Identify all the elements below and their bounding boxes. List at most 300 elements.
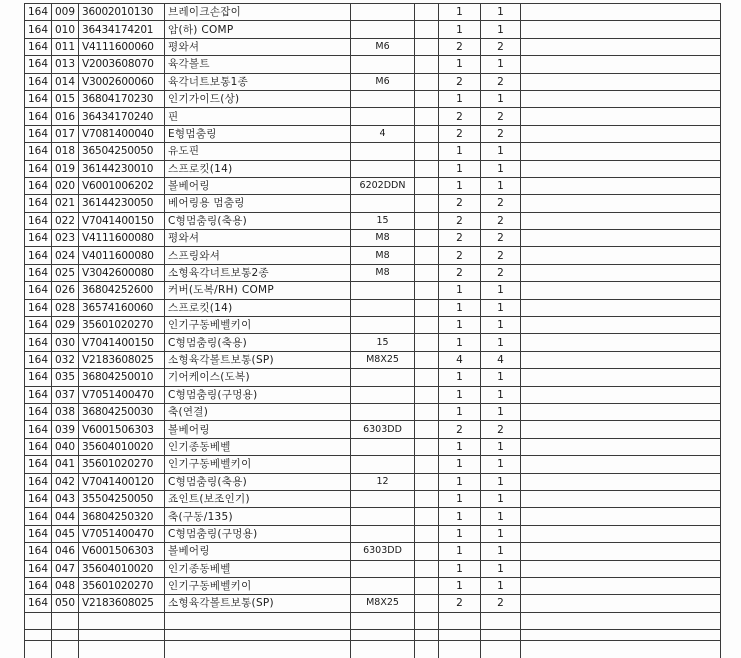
part-number-cell: V7041400150 [79, 334, 165, 351]
remarks-cell [521, 560, 721, 577]
blank-cell [415, 369, 439, 386]
spec-cell [351, 143, 415, 160]
blank-cell [415, 490, 439, 507]
group-cell: 164 [25, 73, 52, 90]
spec-cell [351, 282, 415, 299]
table-row [25, 90, 721, 107]
spec-cell [351, 160, 415, 177]
remarks-cell [521, 160, 721, 177]
group-cell: 164 [25, 595, 52, 612]
part-number-cell: 36804250010 [79, 369, 165, 386]
spec-cell: M8X25 [351, 595, 415, 612]
qty-1-cell: 1 [439, 317, 481, 334]
part-number-cell: V6001006202 [79, 177, 165, 194]
blank-cell [415, 143, 439, 160]
part-name-cell: 소형육각너트보통2종 [165, 264, 351, 281]
part-name-cell: 인기종동베벨 [165, 438, 351, 455]
part-name-cell: 암(하) COMP [165, 21, 351, 38]
blank-cell [415, 403, 439, 420]
blank-cell [415, 282, 439, 299]
part-number-cell: V4011600080 [79, 247, 165, 264]
table-row [25, 508, 721, 525]
blank-cell [415, 456, 439, 473]
group-cell: 164 [25, 125, 52, 142]
part-name-cell: 볼베어링 [165, 421, 351, 438]
part-name-cell: 인기구동베벨키이 [165, 317, 351, 334]
qty-2-cell: 1 [481, 508, 521, 525]
table-row [25, 4, 721, 21]
qty-1-cell: 2 [439, 264, 481, 281]
part-name-cell: 평와셔 [165, 230, 351, 247]
table-row [25, 73, 721, 90]
spec-cell [351, 490, 415, 507]
part-number-cell: 36804250030 [79, 403, 165, 420]
item-no-cell: 010 [52, 21, 79, 38]
part-number-cell: 36504250050 [79, 143, 165, 160]
blank-cell [415, 177, 439, 194]
qty-1-cell: 1 [439, 334, 481, 351]
item-no-cell: 048 [52, 577, 79, 594]
qty-1-cell: 2 [439, 73, 481, 90]
group-cell: 164 [25, 525, 52, 542]
blank-cell [415, 595, 439, 612]
spec-cell: 12 [351, 473, 415, 490]
remarks-cell [521, 525, 721, 542]
item-no-cell: 047 [52, 560, 79, 577]
table-row [25, 125, 721, 142]
qty-1-cell: 1 [439, 90, 481, 107]
table-row [25, 299, 721, 316]
table-row [25, 351, 721, 368]
qty-1-cell: 1 [439, 299, 481, 316]
remarks-cell [521, 421, 721, 438]
qty-1-cell: 1 [439, 369, 481, 386]
group-cell [25, 612, 52, 629]
spec-cell: 6303DD [351, 543, 415, 560]
item-no-cell: 019 [52, 160, 79, 177]
part-number-cell: 35601020270 [79, 456, 165, 473]
group-cell: 164 [25, 143, 52, 160]
spec-cell: M6 [351, 38, 415, 55]
part-number-cell: 35604010020 [79, 560, 165, 577]
remarks-cell [521, 386, 721, 403]
blank-cell [415, 351, 439, 368]
part-name-cell: 기어케이스(도복) [165, 369, 351, 386]
blank-cell [415, 247, 439, 264]
table-row [25, 160, 721, 177]
part-number-cell: 36434174201 [79, 21, 165, 38]
part-number-cell: V7041400120 [79, 473, 165, 490]
spec-cell: M8 [351, 247, 415, 264]
qty-1-cell: 2 [439, 230, 481, 247]
qty-1-cell: 1 [439, 386, 481, 403]
column-rule [414, 620, 415, 658]
part-name-cell [165, 612, 351, 629]
spec-cell: 4 [351, 125, 415, 142]
qty-1-cell: 1 [439, 508, 481, 525]
group-cell: 164 [25, 490, 52, 507]
blank-cell [415, 334, 439, 351]
part-name-cell: 스프로킷(14) [165, 160, 351, 177]
blank-cell [415, 612, 439, 629]
item-no-cell: 043 [52, 490, 79, 507]
spec-cell [351, 577, 415, 594]
qty-1-cell: 2 [439, 108, 481, 125]
remarks-cell [521, 247, 721, 264]
part-number-cell: 36002010130 [79, 4, 165, 21]
blank-cell [415, 508, 439, 525]
spec-cell [351, 508, 415, 525]
column-rule [520, 620, 521, 658]
column-rule [164, 620, 165, 658]
table-row [25, 438, 721, 455]
blank-cell [415, 473, 439, 490]
blank-cell [415, 421, 439, 438]
blank-cell [415, 160, 439, 177]
table-row [25, 612, 721, 629]
part-number-cell [79, 612, 165, 629]
blank-cell [415, 195, 439, 212]
qty-2-cell: 1 [481, 143, 521, 160]
qty-2-cell: 2 [481, 125, 521, 142]
item-no-cell: 042 [52, 473, 79, 490]
spec-cell [351, 90, 415, 107]
group-cell: 164 [25, 108, 52, 125]
group-cell: 164 [25, 56, 52, 73]
group-cell: 164 [25, 212, 52, 229]
item-no-cell: 029 [52, 317, 79, 334]
part-name-cell: 평와셔 [165, 38, 351, 55]
qty-1-cell: 2 [439, 595, 481, 612]
part-name-cell: 소형육각볼트보통(SP) [165, 595, 351, 612]
blank-cell [415, 125, 439, 142]
table-row [25, 212, 721, 229]
qty-2-cell: 2 [481, 212, 521, 229]
item-no-cell: 046 [52, 543, 79, 560]
blank-cell [415, 264, 439, 281]
group-cell: 164 [25, 456, 52, 473]
group-cell: 164 [25, 508, 52, 525]
item-no-cell: 022 [52, 212, 79, 229]
qty-2-cell: 2 [481, 421, 521, 438]
part-name-cell: 인기종동베벨 [165, 560, 351, 577]
part-name-cell: 볼베어링 [165, 543, 351, 560]
qty-1-cell: 1 [439, 143, 481, 160]
qty-2-cell [481, 612, 521, 629]
remarks-cell [521, 612, 721, 629]
remarks-cell [521, 456, 721, 473]
qty-2-cell: 2 [481, 108, 521, 125]
group-cell: 164 [25, 264, 52, 281]
remarks-cell [521, 73, 721, 90]
part-number-cell: V2003608070 [79, 56, 165, 73]
part-number-cell: V3002600060 [79, 73, 165, 90]
group-cell: 164 [25, 369, 52, 386]
blank-cell [415, 560, 439, 577]
column-rule [51, 620, 52, 658]
item-no-cell: 041 [52, 456, 79, 473]
part-name-cell: 육각너트보통1종 [165, 73, 351, 90]
part-number-cell: V6001506303 [79, 543, 165, 560]
group-cell: 164 [25, 177, 52, 194]
part-number-cell: 35601020270 [79, 577, 165, 594]
remarks-cell [521, 195, 721, 212]
blank-cell [415, 230, 439, 247]
column-rule [720, 620, 721, 658]
remarks-cell [521, 577, 721, 594]
table-row [25, 143, 721, 160]
remarks-cell [521, 543, 721, 560]
qty-2-cell: 1 [481, 334, 521, 351]
table-row [25, 108, 721, 125]
item-no-cell: 020 [52, 177, 79, 194]
table-row [25, 195, 721, 212]
qty-1-cell: 1 [439, 4, 481, 21]
part-name-cell: C형멈춤링(축용) [165, 334, 351, 351]
table-row [25, 56, 721, 73]
qty-2-cell: 1 [481, 438, 521, 455]
item-no-cell: 026 [52, 282, 79, 299]
qty-1-cell: 2 [439, 247, 481, 264]
item-no-cell: 018 [52, 143, 79, 160]
qty-2-cell: 1 [481, 456, 521, 473]
spec-cell [351, 299, 415, 316]
part-name-cell: 브레이크손잡이 [165, 4, 351, 21]
part-number-cell: 35604010020 [79, 438, 165, 455]
qty-1-cell: 1 [439, 21, 481, 38]
remarks-cell [521, 438, 721, 455]
group-cell: 164 [25, 38, 52, 55]
column-rule [24, 620, 25, 658]
group-cell: 164 [25, 351, 52, 368]
spec-cell [351, 21, 415, 38]
item-no-cell: 016 [52, 108, 79, 125]
group-cell: 164 [25, 560, 52, 577]
spec-cell [351, 317, 415, 334]
item-no-cell: 030 [52, 334, 79, 351]
qty-2-cell: 1 [481, 56, 521, 73]
table-row [25, 595, 721, 612]
qty-1-cell: 1 [439, 438, 481, 455]
part-name-cell: 축(구동/135) [165, 508, 351, 525]
blank-cell [415, 73, 439, 90]
column-rule [350, 620, 351, 658]
part-number-cell: V6001506303 [79, 421, 165, 438]
part-name-cell: 축(연결) [165, 403, 351, 420]
remarks-cell [521, 369, 721, 386]
remarks-cell [521, 317, 721, 334]
qty-2-cell: 1 [481, 543, 521, 560]
qty-2-cell: 2 [481, 264, 521, 281]
spec-cell: 15 [351, 334, 415, 351]
qty-2-cell: 2 [481, 38, 521, 55]
item-no-cell: 011 [52, 38, 79, 55]
blank-cell [415, 108, 439, 125]
group-cell: 164 [25, 247, 52, 264]
table-row [25, 543, 721, 560]
table-row [25, 473, 721, 490]
qty-2-cell: 1 [481, 282, 521, 299]
remarks-cell [521, 282, 721, 299]
parts-table [24, 3, 721, 630]
part-name-cell: 베어링용 멈춤링 [165, 195, 351, 212]
table-row [25, 403, 721, 420]
group-cell: 164 [25, 543, 52, 560]
remarks-cell [521, 4, 721, 21]
item-no-cell: 013 [52, 56, 79, 73]
spec-cell [351, 386, 415, 403]
table-row [25, 560, 721, 577]
spec-cell [351, 456, 415, 473]
group-cell: 164 [25, 421, 52, 438]
qty-1-cell: 1 [439, 490, 481, 507]
blank-cell [415, 38, 439, 55]
part-name-cell: E형멈춤링 [165, 125, 351, 142]
group-cell: 164 [25, 403, 52, 420]
qty-1-cell: 1 [439, 525, 481, 542]
table-row [25, 264, 721, 281]
spec-cell [351, 438, 415, 455]
qty-1-cell: 1 [439, 577, 481, 594]
blank-cell [415, 299, 439, 316]
qty-2-cell: 2 [481, 73, 521, 90]
group-cell: 164 [25, 21, 52, 38]
part-number-cell: 36804252600 [79, 282, 165, 299]
table-row [25, 386, 721, 403]
remarks-cell [521, 490, 721, 507]
remarks-cell [521, 143, 721, 160]
table-row [25, 21, 721, 38]
qty-2-cell: 1 [481, 4, 521, 21]
group-cell: 164 [25, 90, 52, 107]
part-number-cell: 36804250320 [79, 508, 165, 525]
part-name-cell: 소형육각볼트보통(SP) [165, 351, 351, 368]
qty-1-cell: 2 [439, 125, 481, 142]
group-cell: 164 [25, 282, 52, 299]
column-rule [480, 620, 481, 658]
blank-cell [415, 317, 439, 334]
remarks-cell [521, 177, 721, 194]
column-rule [438, 620, 439, 658]
qty-2-cell: 1 [481, 386, 521, 403]
item-no-cell: 032 [52, 351, 79, 368]
group-cell: 164 [25, 386, 52, 403]
qty-2-cell: 2 [481, 195, 521, 212]
qty-1-cell: 2 [439, 38, 481, 55]
table-row [25, 369, 721, 386]
part-number-cell: V2183608025 [79, 595, 165, 612]
blank-cell [415, 56, 439, 73]
qty-2-cell: 1 [481, 403, 521, 420]
blank-cell [415, 577, 439, 594]
remarks-cell [521, 334, 721, 351]
qty-1-cell: 2 [439, 212, 481, 229]
remarks-cell [521, 125, 721, 142]
spec-cell: 15 [351, 212, 415, 229]
remarks-cell [521, 90, 721, 107]
spec-cell [351, 403, 415, 420]
group-cell: 164 [25, 334, 52, 351]
spec-cell: 6202DDN [351, 177, 415, 194]
qty-2-cell: 1 [481, 21, 521, 38]
qty-2-cell: 1 [481, 299, 521, 316]
qty-2-cell: 1 [481, 369, 521, 386]
table-row [25, 525, 721, 542]
remarks-cell [521, 473, 721, 490]
part-name-cell: 죠인트(보조인기) [165, 490, 351, 507]
qty-2-cell: 1 [481, 560, 521, 577]
qty-1-cell: 2 [439, 195, 481, 212]
remarks-cell [521, 299, 721, 316]
spec-cell [351, 56, 415, 73]
remarks-cell [521, 108, 721, 125]
qty-2-cell: 2 [481, 595, 521, 612]
item-no-cell: 045 [52, 525, 79, 542]
part-name-cell: 인기구동베벨키이 [165, 456, 351, 473]
part-number-cell: 35504250050 [79, 490, 165, 507]
qty-2-cell: 1 [481, 473, 521, 490]
table-row [25, 282, 721, 299]
group-cell: 164 [25, 317, 52, 334]
qty-2-cell: 1 [481, 160, 521, 177]
part-number-cell: 36144230010 [79, 160, 165, 177]
part-number-cell: 36144230050 [79, 195, 165, 212]
qty-1-cell: 1 [439, 473, 481, 490]
spec-cell: M8 [351, 230, 415, 247]
item-no-cell: 021 [52, 195, 79, 212]
table-bottom-rule [24, 640, 720, 641]
blank-cell [415, 212, 439, 229]
qty-1-cell: 1 [439, 403, 481, 420]
part-number-cell: V3042600080 [79, 264, 165, 281]
spec-cell [351, 369, 415, 386]
qty-2-cell: 2 [481, 230, 521, 247]
qty-2-cell: 2 [481, 247, 521, 264]
qty-2-cell: 1 [481, 317, 521, 334]
table-row [25, 456, 721, 473]
parts-table-body [25, 4, 721, 630]
item-no-cell [52, 612, 79, 629]
item-no-cell: 038 [52, 403, 79, 420]
item-no-cell: 044 [52, 508, 79, 525]
item-no-cell: 035 [52, 369, 79, 386]
qty-1-cell: 1 [439, 56, 481, 73]
item-no-cell: 023 [52, 230, 79, 247]
part-name-cell: 인기가이드(상) [165, 90, 351, 107]
part-number-cell: 36574160060 [79, 299, 165, 316]
qty-2-cell: 1 [481, 490, 521, 507]
qty-1-cell: 1 [439, 160, 481, 177]
spec-cell [351, 4, 415, 21]
item-no-cell: 014 [52, 73, 79, 90]
part-name-cell: 유도핀 [165, 143, 351, 160]
item-no-cell: 037 [52, 386, 79, 403]
part-name-cell: 커버(도복/RH) COMP [165, 282, 351, 299]
part-number-cell: V7051400470 [79, 525, 165, 542]
spec-cell: 6303DD [351, 421, 415, 438]
qty-1-cell: 1 [439, 282, 481, 299]
remarks-cell [521, 21, 721, 38]
group-cell: 164 [25, 473, 52, 490]
qty-2-cell: 1 [481, 90, 521, 107]
blank-cell [415, 525, 439, 542]
item-no-cell: 015 [52, 90, 79, 107]
group-cell: 164 [25, 438, 52, 455]
spec-cell [351, 108, 415, 125]
item-no-cell: 025 [52, 264, 79, 281]
spec-cell: M8 [351, 264, 415, 281]
spec-cell [351, 525, 415, 542]
